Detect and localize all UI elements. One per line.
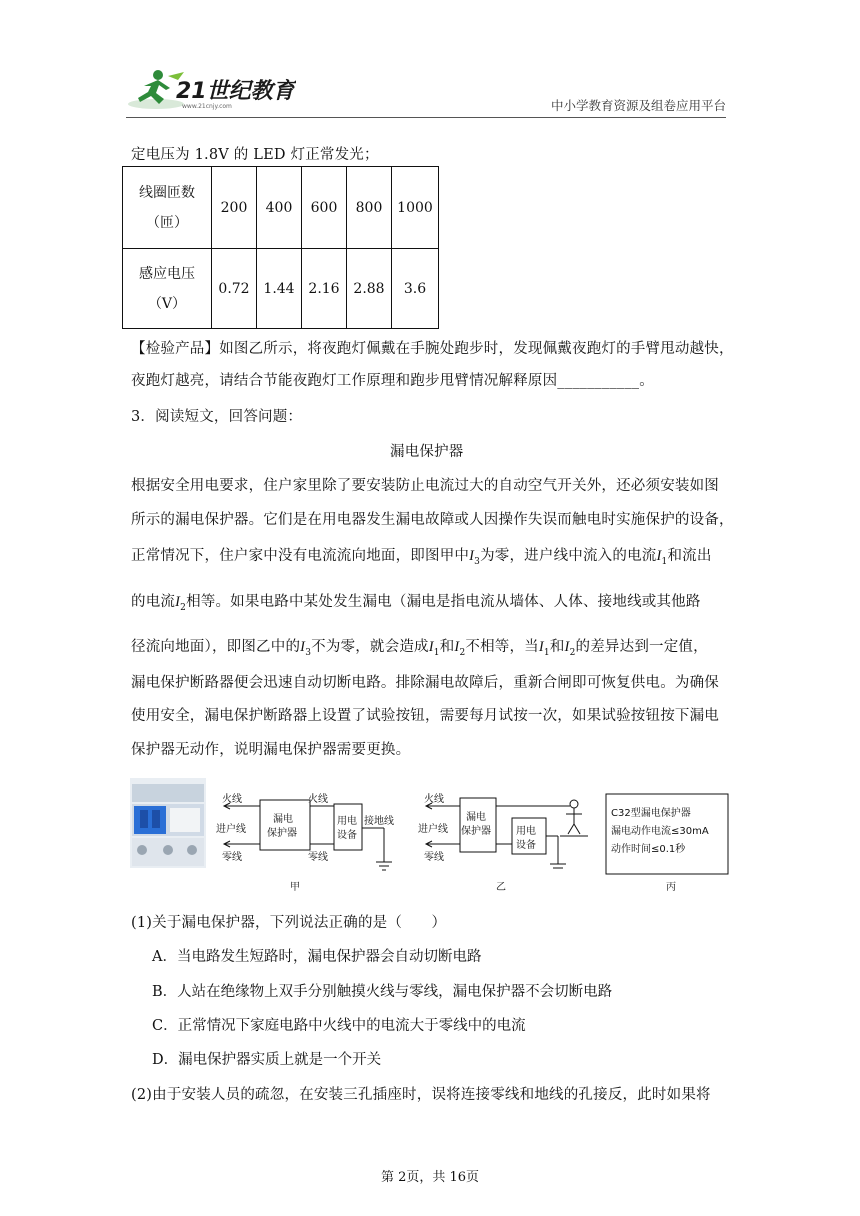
option-d[interactable]: D．漏电保护器实质上就是一个开关 [152,1052,382,1068]
question-stem: (1)关于漏电保护器，下列说法正确的是（ ） [131,915,447,931]
header-rule [126,117,726,118]
paragraph-line: 夜跑灯越亮，请结合节能夜跑灯工作原理和跑步甩臂情况解释原因___________。 [131,373,654,389]
platform-name: 中小学教育资源及组卷应用平台 [550,98,726,113]
svg-text:设备: 设备 [516,840,536,851]
table-cell: 800 [347,167,392,249]
question-stem: (2)由于安装人员的疏忽，在安装三孔插座时，误将连接零线和地线的孔接反，此时如果将 [131,1087,711,1103]
svg-text:进户线: 进户线 [216,824,246,835]
coil-voltage-table [122,166,439,329]
question-heading: 3．阅读短文，回答问题： [131,409,303,425]
svg-text:漏电: 漏电 [466,812,486,823]
protector-photo [130,778,206,868]
svg-text:火线: 火线 [222,794,242,805]
option-b[interactable]: B．人站在绝缘物上双手分别触摸火线与零线，漏电保护器不会切断电路 [152,984,613,1000]
spec-box-bing [606,794,728,874]
svg-text:零线: 零线 [222,852,242,863]
table-cell: 1.44 [257,249,302,329]
page-number: 第 2页，共 16页 [380,1170,480,1185]
svg-text:保护器: 保护器 [267,828,297,839]
table-row [123,167,439,249]
table-cell: 1000 [392,167,439,249]
svg-text:丙: 丙 [666,882,676,893]
paragraph-line: 的电流$I_2$相等。如果电路中某处发生漏电（漏电是指电流从墙体、人体、接地线或其他路 [131,594,701,613]
site-logo [126,66,296,112]
table-cell: 0.72 [212,249,257,329]
paragraph-line: 正常情况下，住户家中没有电流流向地面，即图甲中$I_3$为零，进户线中流入的电流$I_1$和流出 [131,548,712,567]
intro-line: 定电压为 1.8V 的 LED 灯正常发光； [131,147,379,163]
svg-text:接地线: 接地线 [364,816,394,827]
page-header [126,66,726,116]
table-header-cell: 线圈匝数 （匝） [123,167,212,249]
paragraph-line: 保护器无动作，说明漏电保护器需要更换。 [131,742,411,758]
svg-text:用电: 用电 [337,816,357,827]
svg-text:www.21cnjy.com: www.21cnjy.com [182,103,232,110]
table-cell: 400 [257,167,302,249]
svg-text:火线: 火线 [424,794,444,805]
paragraph-line: 径流向地面），即图乙中的$I_3$不为零，就会造成$I_1$和$I_2$不相等，当$I_1$和$I_2$的差异达到一定值， [131,639,708,658]
svg-text:保护器: 保护器 [461,826,491,837]
table-cell: 2.16 [302,249,347,329]
paragraph-line: 【检验产品】如图乙所示，将夜跑灯佩戴在手腕处跑步时，发现佩戴夜跑灯的手臂甩动越快， [131,341,734,357]
leakage-protector-figures [130,778,730,896]
paragraph-line: 所示的漏电保护器。它们是在用电器发生漏电故障或人因操作失误而触电时实施保护的设备， [131,512,734,528]
paragraph-line: 根据安全用电要求，住户家里除了要安装防止电流过大的自动空气开关外，还必须安装如图 [131,478,719,494]
svg-text:乙: 乙 [496,882,506,893]
article-title: 漏电保护器 [390,444,464,460]
svg-text:设备: 设备 [337,830,357,841]
paragraph-line: 使用安全，漏电保护断路器上设置了试验按钮，需要每月试按一次，如果试验按钮按下漏电 [131,708,719,724]
paragraph-line: 漏电保护断路器便会迅速自动切断电路。排除漏电故障后，重新合闸即可恢复供电。为确保 [131,675,719,691]
svg-text:火线: 火线 [308,794,328,805]
runner-logo-icon [126,66,296,112]
svg-text:甲: 甲 [290,882,300,893]
svg-text:漏电动作电流≤30mA: 漏电动作电流≤30mA [611,826,709,837]
svg-text:漏电: 漏电 [273,814,293,825]
svg-text:零线: 零线 [308,852,328,863]
circuit-yi [426,798,588,868]
table-row [123,249,439,329]
option-c[interactable]: C．正常情况下家庭电路中火线中的电流大于零线中的电流 [152,1018,526,1034]
table-cell: 200 [212,167,257,249]
svg-text:C32型漏电保护器: C32型漏电保护器 [611,808,691,819]
table-cell: 3.6 [392,249,439,329]
svg-text:零线: 零线 [424,852,444,863]
svg-text:进户线: 进户线 [418,824,448,835]
table-header-cell: 感应电压 （V） [123,249,212,329]
option-a[interactable]: A．当电路发生短路时，漏电保护器会自动切断电路 [152,949,482,965]
svg-text:用电: 用电 [516,826,536,837]
svg-text:动作时间≤0.1秒: 动作时间≤0.1秒 [611,844,686,855]
svg-text:21世纪教育: 21世纪教育 [176,79,295,104]
table-cell: 2.88 [347,249,392,329]
table-cell: 600 [302,167,347,249]
